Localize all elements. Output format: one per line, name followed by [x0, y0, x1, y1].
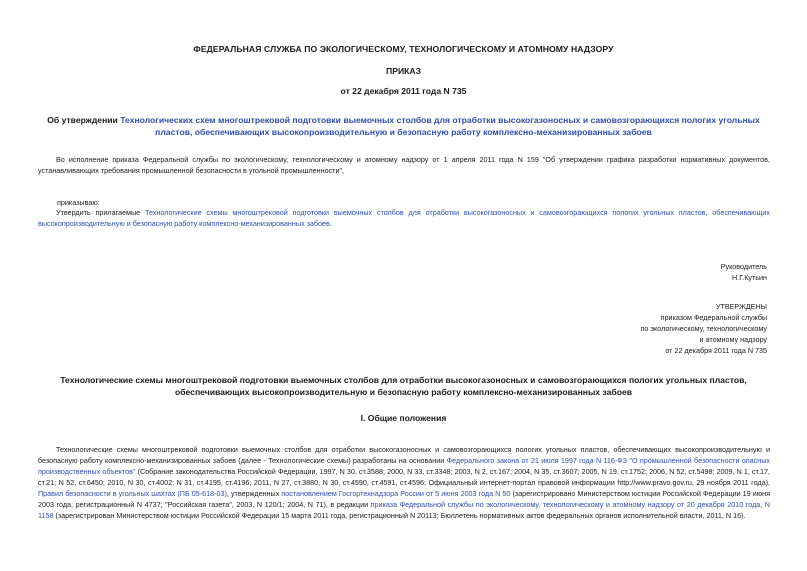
order-title-link[interactable]: Технологических схем многоштрековой подготовки выемочных столбов для отработки высокогазоносных и самовозгорающихся пологих угольных пластов, обеспечивающих высокопроизводительную и безопасную работу комплексно-механизированных забоев [120, 115, 760, 137]
order-date-number: от 22 декабря 2011 года N 735 [340, 86, 467, 96]
agency-heading: ФЕДЕРАЛЬНАЯ СЛУЖБА ПО ЭКОЛОГИЧЕСКОМУ, ТЕХНОЛОГИЧЕСКОМУ И АТОМНОМУ НАДЗОРУ [193, 44, 614, 54]
signature-name: Н.Г.Кутьин [732, 273, 767, 282]
p3-text-1: Технологические схемы многоштрековой подготовки выемочных столбов для отработки высокогазоносных и самовозгорающихся пологих угольных пластов, обеспечивающих высокопроизводительную и безопасную работу комплексно-механизированных забоев (далее - Технологические схемы) разработаны на основании [38, 445, 770, 465]
approved-line-4: и атомному надзору [699, 335, 767, 344]
schemes-link[interactable]: Технологические схемы многоштрековой подготовки выемочных столбов для отработки высокогазоносных и самовозгорающихся пологих угольных пластов, обеспечивающих высокопроизводительную и безопасную работу комплексно-механизированных забоев [38, 208, 770, 228]
general-provisions-paragraph [38, 444, 770, 521]
p3-text-5: (зарегистрирован Министерством юстиции Российской Федерации 15 марта 2011 года, регистрационный N 20113; Бюллетень нормативных актов федеральных органов исполнительной власти, 2011, N 16). [53, 511, 746, 520]
section-heading: I. Общие положения [360, 413, 447, 423]
p3-text-4: (зарегистрировано Министерством юстиции Российской Федерации 19 июня 2003 года, регистрационный N 4737; "Российская газета", 2003, N 120/1; 2004, N 71), в редакции [38, 489, 770, 509]
p3-text-3: , утвержденных [226, 489, 282, 498]
approved-line-5: от 22 декабря 2011 года N 735 [665, 346, 767, 355]
approved-line-2: приказом Федеральной службы [660, 313, 767, 322]
order-title-prefix: Об утверждении [47, 115, 121, 125]
prikazyvayu-text: приказываю: [57, 198, 100, 207]
approve-paragraph [38, 207, 770, 229]
federal-law-link[interactable]: Федерального закона от 21 июля 1997 года N 116-ФЗ "О промышленной безопасности опасных производственных объектов" [38, 456, 771, 476]
approval-stamp-block [640, 301, 767, 356]
approve-suffix: . [329, 219, 332, 228]
doc-type-heading: ПРИКАЗ [386, 66, 421, 76]
schemes-heading: Технологические схемы многоштрековой подготовки выемочных столбов для отработки высокогазоносных и самовозгорающихся пологих угольных пластов, обеспечивающих высокопроизводительную и безопасную работу комплексно-механизированных забоев [60, 375, 747, 397]
order-title [40, 114, 767, 138]
safety-rules-link[interactable]: Правил безопасности в угольных шахтах (ПБ 05-618-03) [38, 489, 227, 498]
signature-block [721, 261, 767, 283]
approved-label: УТВЕРЖДЕНЫ [715, 302, 767, 311]
rostekhnadzor-order-link[interactable]: приказа Федеральной службы по экологическому, технологическому и атомному надзору от 20 декабря 2010 года, N 1158 [38, 500, 770, 520]
gosgortekhnadzor-resolution-link[interactable]: постановлением Госгортехнадзора России от 5 июня 2003 года N 50 [281, 489, 511, 498]
approved-line-3: по экологическому, технологическому [640, 324, 767, 333]
signature-role: Руководитель [720, 262, 767, 271]
approve-prefix: Утвердить прилагаемые [56, 208, 145, 217]
intro-paragraph: Во исполнение приказа Федеральной службы по экологическому, технологическому и атомному надзору от 1 апреля 2011 года N 159 "Об утверждении графика разработки нормативных документов, устанавливающих требования промышленной безопасности в угольной промышленности", [38, 155, 770, 175]
p3-text-2: (Собрание законодательства Российской Федерации, 1997, N 30, ст.3588; 2000, N 33, ст.3348; 2003, N 2, ст.167; 2004, N 35, ст.3607; 2005, N 19, ст.1752; 2006, N 52, ст.5498; 2009, N 1, ст.17, ст.21; N 52, ст.6450; 2010, N 30, ст.4002; N 31, ст.4195, ст.4196; 2011, N 27, ст.3880, N 30, ст.4590, ст.4591, ст.4596; Официальный интернет-портал правовой информации http://www.pravo.gov.ru, 29 ноября 2011 года), [38, 467, 771, 487]
